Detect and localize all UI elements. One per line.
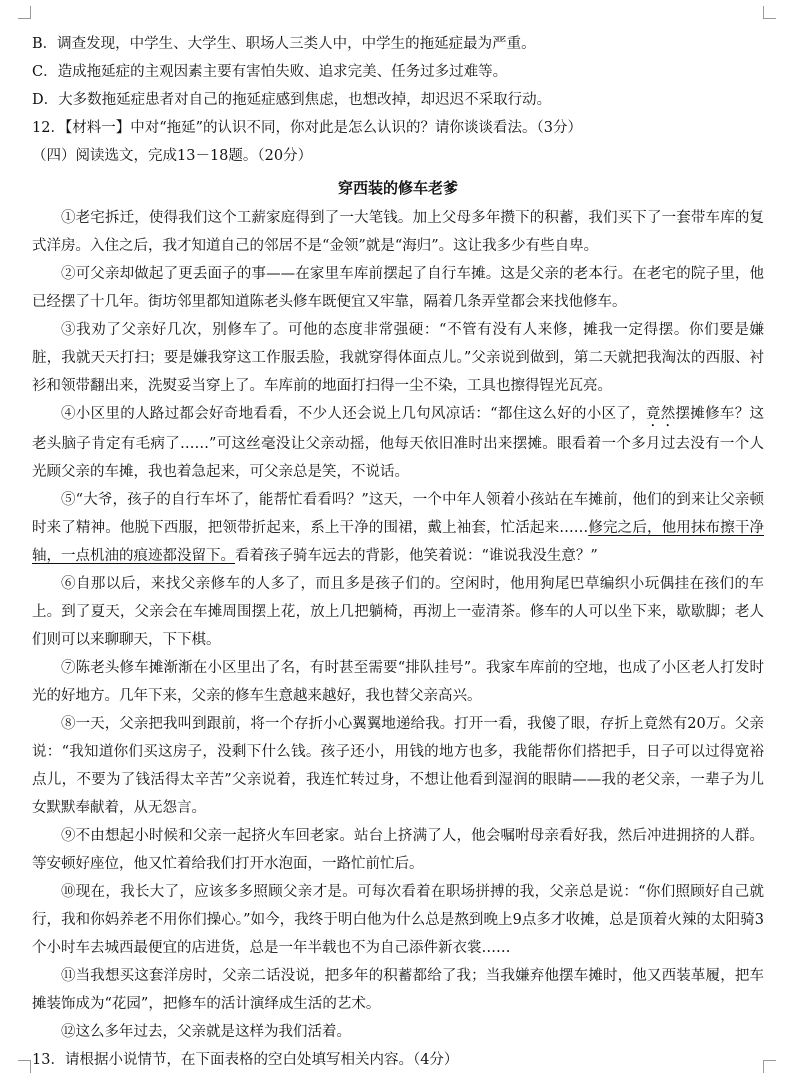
crop-mark-top-left (18, 6, 31, 19)
crop-mark-bottom-left (18, 1060, 31, 1073)
emphasized-word: 竟然 (645, 406, 676, 422)
question-13: 13．请根据小说情节，在下面表格的空白处填写相关内容。（4分） (32, 1052, 459, 1068)
paragraph-6: ⑥自那以后，来找父亲修车的人多了，而且多是孩子们的。空闲时，他用狗尾巴草编织小玩偶挂在孩们的车上。到了夏天，父亲会在车摊周围摆上花，放上几把躺椅，再沏上一壶清茶。修车的人可以坐下来，歇歇脚；老人们则可以来聊聊天，下下棋。 (32, 576, 764, 648)
paragraph-7: ⑦陈老头修车摊渐渐在小区里出了名，有时甚至需要“排队挂号”。我家车库前的空地，也成了小区老人打发时光的好地方。几年下来，父亲的修车生意越来越好，我也替父亲高兴。 (32, 660, 764, 704)
paragraph-10: ⑩现在，我长大了，应该多多照顾父亲才是。可每次看着在职场拼搏的我，父亲总是说：“你们照顾好自己就行，我和你妈养老不用你们操心。”如今，我终于明白他为什么总是熬到晚上9点多才收摊，总是顶着火辣的太阳骑3个小时车去城西最便宜的店进货，总是一年半载也不为自己添件新衣裳…… (32, 884, 764, 956)
paragraph-5-part-b: 看着孩子骑车远去的背影，他笑着说：“谁说我没生意？” (235, 548, 598, 564)
paragraph-4 (32, 400, 764, 486)
crop-mark-top-right (763, 6, 776, 19)
article-title: 穿西装的修车老爹 (337, 179, 458, 197)
section-4-heading: （四）阅读选文，完成13－18题。（20分） (32, 148, 313, 164)
option-b: B．调查发现，中学生、大学生、职场人三类人中，中学生的拖延症最为严重。 (32, 36, 536, 52)
paragraph-8: ⑧一天，父亲把我叫到跟前，将一个存折小心翼翼地递给我。打开一看，我傻了眼，存折上竟然有20万。父亲说：“我知道你们买这房子，没剩下什么钱。孩子还小，用钱的地方也多，我能帮你们搭把手，日子可以过得宽裕点儿，不要为了钱活得太辛苦”父亲说着，我连忙转过身，不想让他看到湿润的眼睛——我的老父亲，一辈子为儿女默默奉献着，从无怨言。 (32, 716, 764, 816)
paragraph-3: ③我劝了父亲好几次，别修车了。可他的态度非常强硬：“不管有没有人来修，摊我一定得摆。你们要是嫌脏，我就天天打扫；要是嫌我穿这工作服丢脸，我就穿得体面点儿。”父亲说到做到，第二天就把我淘汰的西服、衬衫和领带翻出来，洗熨妥当穿上了。车库前的地面打扫得一尘不染，工具也擦得锃光瓦亮。 (32, 322, 764, 394)
paragraph-5 (32, 486, 764, 570)
crop-mark-bottom-right (763, 1060, 776, 1073)
paragraph-4-part-a: ④小区里的人路过都会好奇地看看，不少人还会说上几句风凉话：“都住这么好的小区了， (61, 406, 646, 422)
paragraph-9: ⑨不由想起小时候和父亲一起挤火车回老家。站台上挤满了人，他会嘱咐母亲看好我，然后冲进拥挤的人群。等安顿好座位，他又忙着给我们打开水泡面，一路忙前忙后。 (32, 828, 764, 872)
paragraph-12: ⑫这么多年过去，父亲就是这样为我们活着。 (61, 1024, 351, 1040)
exam-content (32, 30, 764, 1074)
underlined-sentence: 修完之后，他用抹布擦干净轴，一点机油的痕迹都没留下。 (32, 520, 764, 564)
paragraph-4-part-b: 摆摊修车？这老头脑子肯定有毛病了……”可这丝毫没让父亲动摇，他每天依旧准时出来摆摊。眼看着一个多月过去没有一个人光顾父亲的车摊，我也着急起来，可父亲总是笑，不说话。 (32, 406, 764, 480)
paragraph-2: ②可父亲却做起了更丢面子的事——在家里车库前摆起了自行车摊。这是父亲的老本行。在老宅的院子里，他已经摆了十几年。街坊邻里都知道陈老头修车既便宜又牢靠，隔着几条弄堂都会来找他修车。 (32, 266, 764, 310)
option-d: D．大多数拖延症患者对自己的拖延症感到焦虑，也想改掉，却迟迟不采取行动。 (32, 92, 552, 108)
paragraph-11: ⑪当我想买这套洋房时，父亲二话没说，把多年的积蓄都给了我；当我嫌弃他摆车摊时，他又西装革履，把车摊装饰成为“花园”，把修车的活计演绎成生活的艺术。 (32, 968, 764, 1012)
option-c: C．造成拖延症的主观因素主要有害怕失败、追求完美、任务过多过难等。 (32, 64, 508, 80)
paragraph-5-part-a: ⑤“大爷，孩子的自行车坏了，能帮忙看看吗？”这天，一个中年人领着小孩站在车摊前，他们的到来让父亲顿时来了精神。他脱下西服，把领带折起来，系上干净的围裙，戴上袖套，忙活起来…… (32, 492, 764, 536)
paragraph-1: ①老宅拆迁，使得我们这个工薪家庭得到了一大笔钱。加上父母多年攒下的积蓄，我们买下了一套带车库的复式洋房。入住之后，我才知道自己的邻居不是“金领”就是“海归”。这让我多少有些自卑。 (32, 210, 764, 254)
question-12: 12．【材料一】中对“拖延”的认识不同，你对此是怎么认识的？请你谈谈看法。（3分） (32, 120, 582, 136)
